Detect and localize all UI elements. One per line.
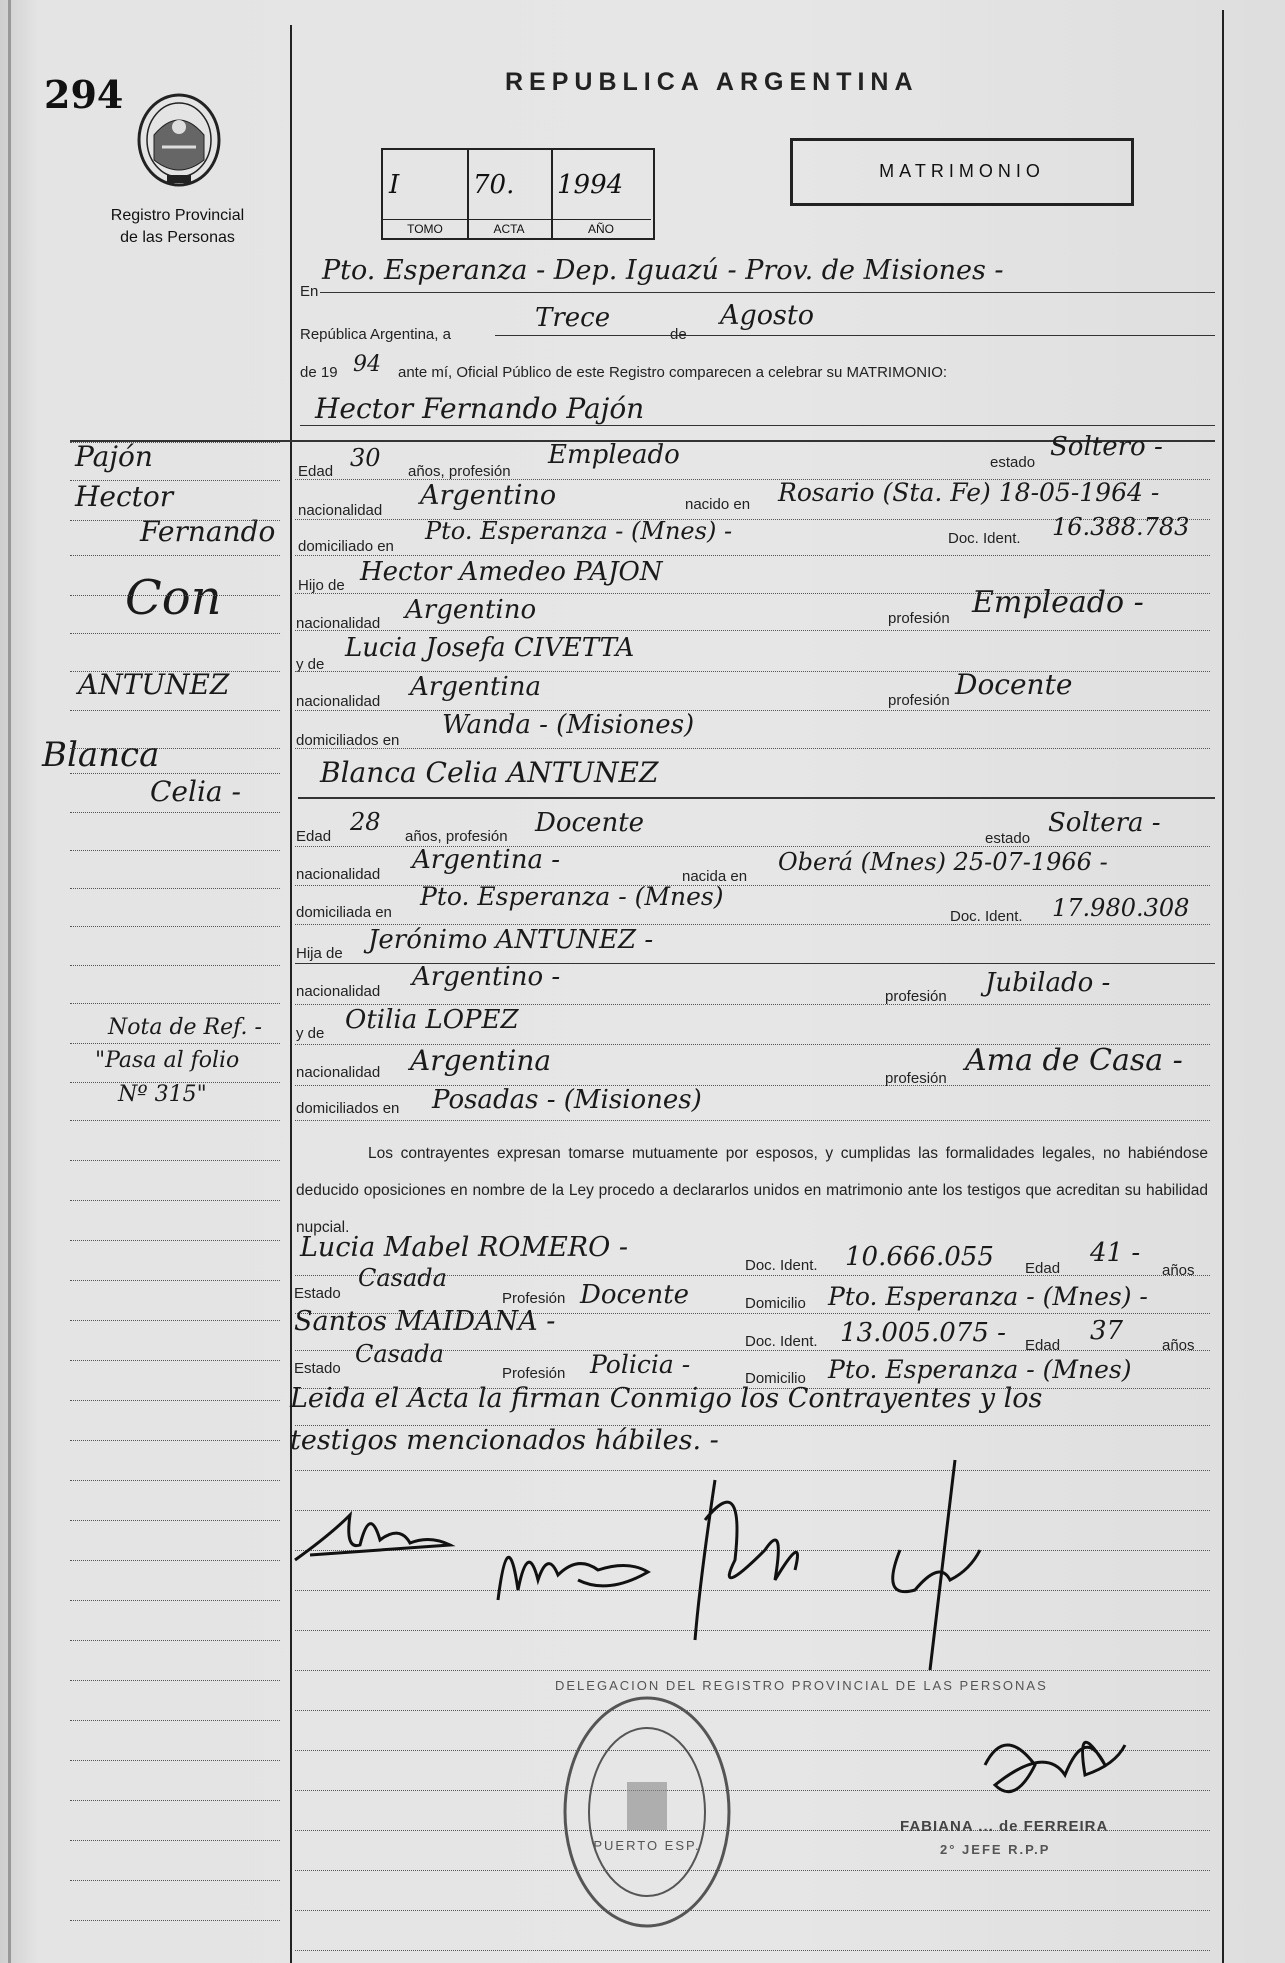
- margin-bride-name1: Blanca: [42, 735, 160, 775]
- label-anos: años: [1162, 1262, 1195, 1279]
- bride-section-rule: [298, 797, 1215, 799]
- label-en: En: [300, 283, 319, 300]
- label-profesion: profesión: [888, 692, 950, 709]
- bride-profession: Docente: [535, 808, 645, 838]
- official-name: FABIANA ... de FERREIRA: [900, 1818, 1109, 1835]
- bride-age: 28: [350, 808, 381, 836]
- rule: [295, 710, 1210, 711]
- label-nacida-en: nacida en: [682, 868, 748, 885]
- official-title: 2° JEFE R.P.P: [940, 1842, 1051, 1857]
- margin-note-3: Nº 315": [118, 1082, 207, 1107]
- date-line: [495, 335, 1215, 336]
- margin-rule: [70, 1360, 280, 1361]
- groom-name-line: [300, 425, 1215, 426]
- label-hijo-de: Hijo de: [298, 577, 345, 594]
- rule: [295, 748, 1210, 749]
- label-nacionalidad: nacionalidad: [296, 866, 381, 883]
- margin-rule: [70, 710, 280, 711]
- margin-groom-name2: Fernando: [140, 515, 276, 548]
- groom-name: Hector Fernando Pajón: [315, 392, 645, 425]
- groom-father: Hector Amedeo PAJON: [360, 557, 663, 587]
- closing-line-2: testigos mencionados hábiles. -: [290, 1425, 719, 1456]
- declaration-text: Los contrayentes expresan tomarse mutuamente por esposos, y cumplidas las formalidades legales, no habiéndose deducido oposiciones en nombre de la Ley procedo a declararlos unidos en matrimonio ante los testigos que acreditan su habilidad nupcial.: [296, 1145, 1208, 1236]
- label-estado: Estado: [294, 1285, 341, 1302]
- bride-birthplace: Oberá (Mnes) 25-07-1966 -: [778, 848, 1108, 876]
- label-nacionalidad: nacionalidad: [296, 983, 381, 1000]
- label-domiciliados: domiciliados en: [296, 1100, 400, 1117]
- margin-rule: [70, 1120, 280, 1121]
- label-doc: Doc. Ident.: [948, 530, 1021, 547]
- label-anos-profesion: años, profesión: [405, 828, 508, 845]
- label-y-de: y de: [296, 1025, 325, 1042]
- label-doc: Doc. Ident.: [950, 908, 1023, 925]
- bride-father: Jerónimo ANTUNEZ -: [368, 925, 654, 955]
- label-doc: Doc. Ident.: [745, 1333, 818, 1350]
- margin-groom-name1: Hector: [75, 480, 174, 513]
- label-nacido-en: nacido en: [685, 496, 751, 513]
- label-hija-de: Hija de: [296, 945, 343, 962]
- ano-cell: [551, 150, 651, 238]
- bride-mother-profession: Ama de Casa -: [965, 1043, 1183, 1078]
- margin-rule: [70, 812, 280, 813]
- folio-number: 294: [44, 72, 124, 117]
- coat-of-arms-icon: [132, 85, 227, 190]
- groom-father-nationality: Argentino: [405, 595, 537, 625]
- witness2-doc: 13.005.075 -: [840, 1318, 1006, 1348]
- right-border: [1222, 10, 1224, 1963]
- place-line: [320, 292, 1215, 293]
- witness1-name: Lucia Mabel ROMERO -: [300, 1232, 628, 1263]
- margin-rule: [70, 1680, 280, 1681]
- witness1-status: Casada: [358, 1264, 447, 1292]
- label-domiciliada: domiciliada en: [296, 904, 392, 921]
- witness2-age: 37: [1090, 1316, 1124, 1346]
- ano-label: AÑO: [551, 219, 651, 236]
- witness1-age: 41 -: [1090, 1238, 1141, 1268]
- bride-nationality: Argentina -: [412, 845, 561, 875]
- label-edad: Edad: [298, 463, 334, 480]
- label-estado: estado: [985, 830, 1031, 847]
- document-title: REPUBLICA ARGENTINA: [505, 68, 919, 96]
- rule: [295, 1870, 1210, 1871]
- margin-rule: [70, 1440, 280, 1441]
- margin-rule: [70, 773, 280, 774]
- margin-rule: [70, 1043, 280, 1044]
- margin-con: Con: [125, 570, 222, 626]
- margin-rule: [70, 442, 280, 443]
- label-profesion: profesión: [885, 1070, 947, 1087]
- month-value: Agosto: [720, 300, 814, 331]
- tomo-label: TOMO: [383, 219, 467, 236]
- witness1-profession: Docente: [580, 1280, 690, 1310]
- witness2-profession: Policia -: [590, 1350, 691, 1379]
- groom-nationality: Argentino: [420, 480, 557, 511]
- act-type: MATRIMONIO: [879, 161, 1045, 181]
- label-edad: Edad: [296, 828, 332, 845]
- margin-rule: [70, 671, 280, 672]
- margin-rule: [70, 1560, 280, 1561]
- label-nacionalidad: nacionalidad: [296, 693, 381, 710]
- margin-rule: [70, 1600, 280, 1601]
- ano-value: 1994: [557, 170, 624, 200]
- bride-mother-nationality: Argentina: [410, 1044, 552, 1077]
- groom-signature-icon: [290, 1495, 460, 1575]
- margin-rule: [70, 1840, 280, 1841]
- margin-rule: [70, 480, 280, 481]
- label-y-de: y de: [296, 656, 325, 673]
- rule: [295, 1950, 1210, 1951]
- margin-rule: [70, 520, 280, 521]
- record-reference-box: [381, 148, 655, 240]
- margin-rule: [70, 633, 280, 634]
- label-edad: Edad: [1025, 1337, 1061, 1354]
- rule: [295, 630, 1210, 631]
- margin-rule: [70, 1920, 280, 1921]
- label-ante: ante mí, Oficial Público de este Registro comparecen a celebrar su MATRIMONIO:: [398, 364, 948, 381]
- acta-value: 70.: [473, 170, 515, 200]
- label-de: de: [670, 326, 687, 343]
- bride-name: Blanca Celia ANTUNEZ: [320, 756, 659, 789]
- place-value: Pto. Esperanza - Dep. Iguazú - Prov. de Misiones -: [322, 255, 1004, 286]
- bride-parents-domicile: Posadas - (Misiones): [432, 1085, 702, 1115]
- margin-rule: [70, 1003, 280, 1004]
- bride-father-profession: Jubilado -: [985, 968, 1111, 998]
- rule: [295, 1120, 1210, 1121]
- tomo-cell: [383, 150, 469, 238]
- bride-father-nationality: Argentino -: [412, 962, 561, 992]
- groom-birthplace: Rosario (Sta. Fe) 18-05-1964 -: [778, 478, 1160, 507]
- bride-doc: 17.980.308: [1052, 894, 1190, 922]
- witness2-status: Casada: [355, 1340, 444, 1368]
- label-doc: Doc. Ident.: [745, 1257, 818, 1274]
- margin-rule: [70, 1400, 280, 1401]
- witness1-signature-icon: [675, 1460, 815, 1660]
- label-nacionalidad: nacionalidad: [296, 1064, 381, 1081]
- groom-doc: 16.388.783: [1052, 513, 1190, 541]
- registry-name: Registro Provincial de las Personas: [110, 207, 245, 246]
- groom-parents-domicile: Wanda - (Misiones): [442, 710, 695, 740]
- margin-rule: [70, 1640, 280, 1641]
- stamp-text: DELEGACION DEL REGISTRO PROVINCIAL DE LAS PERSONAS: [555, 1678, 1048, 1693]
- margin-rule: [70, 1760, 280, 1761]
- margin-bride-name2: Celia -: [150, 775, 241, 808]
- witness1-doc: 10.666.055: [845, 1242, 994, 1272]
- witness2-signature-icon: [870, 1450, 990, 1680]
- groom-mother-profession: Docente: [955, 668, 1073, 701]
- margin-rule: [70, 1160, 280, 1161]
- groom-mother: Lucia Josefa CIVETTA: [345, 633, 635, 663]
- groom-profession: Empleado: [548, 440, 680, 470]
- label-domiciliado: domiciliado en: [298, 538, 394, 555]
- label-nacionalidad: nacionalidad: [298, 502, 383, 519]
- groom-mother-nationality: Argentina: [410, 672, 541, 702]
- margin-rule: [70, 1880, 280, 1881]
- margin-rule: [70, 1280, 280, 1281]
- label-anos: años: [1162, 1337, 1195, 1354]
- margin-rule: [70, 1320, 280, 1321]
- margin-rule: [70, 1240, 280, 1241]
- margin-rule: [70, 1200, 280, 1201]
- margin-note-2: "Pasa al folio: [95, 1048, 240, 1073]
- margin-rule: [70, 888, 280, 889]
- label-profesion: profesión: [885, 988, 947, 1005]
- margin-rule: [70, 965, 280, 966]
- label-de19: de 19: [300, 364, 338, 381]
- margin-note-1: Nota de Ref. -: [108, 1015, 262, 1040]
- label-domiciliados: domiciliados en: [296, 732, 400, 749]
- groom-status: Soltero -: [1050, 432, 1163, 462]
- margin-rule: [70, 595, 280, 596]
- year-suffix: 94: [353, 352, 381, 377]
- rule: [295, 1910, 1210, 1911]
- margin-rule: [70, 1520, 280, 1521]
- rule: [295, 555, 1210, 556]
- label-estado: estado: [990, 454, 1036, 471]
- binding-edge: [8, 0, 11, 1963]
- witness1-domicile: Pto. Esperanza - (Mnes) -: [828, 1282, 1148, 1311]
- margin-rule: [70, 1082, 280, 1083]
- day-value: Trece: [535, 303, 611, 333]
- margin-rule: [70, 926, 280, 927]
- margin-rule: [70, 555, 280, 556]
- margin-rule: [70, 850, 280, 851]
- margin-rule: [70, 748, 280, 749]
- closing-line-1: Leida el Acta la firman Conmigo los Contrayentes y los: [290, 1383, 1043, 1414]
- bride-signature-icon: [488, 1500, 678, 1610]
- margin-rule: [70, 1480, 280, 1481]
- official-signature-icon: [975, 1705, 1135, 1825]
- tomo-value: I: [389, 170, 400, 200]
- label-edad: Edad: [1025, 1260, 1061, 1277]
- rule: [295, 1670, 1210, 1671]
- acta-cell: [467, 150, 553, 238]
- bride-domicile: Pto. Esperanza - (Mnes): [420, 882, 724, 911]
- label-estado: Estado: [294, 1360, 341, 1377]
- label-domicilio: Domicilio: [745, 1295, 806, 1312]
- margin-rule: [70, 1800, 280, 1801]
- label-profesion: Profesión: [502, 1290, 566, 1307]
- label-profesion: Profesión: [502, 1365, 566, 1382]
- groom-age: 30: [350, 444, 381, 472]
- label-profesion: profesión: [888, 610, 950, 627]
- margin-rule: [70, 1720, 280, 1721]
- label-republica: República Argentina, a: [300, 326, 451, 343]
- stamp-city: PUERTO ESP.: [593, 1838, 701, 1853]
- margin-groom-surname: Pajón: [75, 440, 153, 473]
- label-anos-profesion: años, profesión: [408, 463, 511, 480]
- label-domicilio: Domicilio: [745, 1370, 806, 1387]
- groom-domicile: Pto. Esperanza - (Mnes) -: [425, 517, 733, 545]
- bride-status: Soltera -: [1048, 808, 1161, 838]
- margin-bride-surname: ANTUNEZ: [78, 668, 230, 701]
- witness2-domicile: Pto. Esperanza - (Mnes): [828, 1355, 1132, 1384]
- column-divider: [290, 25, 292, 1963]
- acta-label: ACTA: [467, 219, 551, 236]
- label-nacionalidad: nacionalidad: [296, 615, 381, 632]
- bride-mother: Otilia LOPEZ: [345, 1005, 519, 1035]
- groom-father-profession: Empleado -: [972, 585, 1144, 620]
- witness2-name: Santos MAIDANA -: [294, 1306, 556, 1337]
- act-type-box: [790, 138, 1134, 206]
